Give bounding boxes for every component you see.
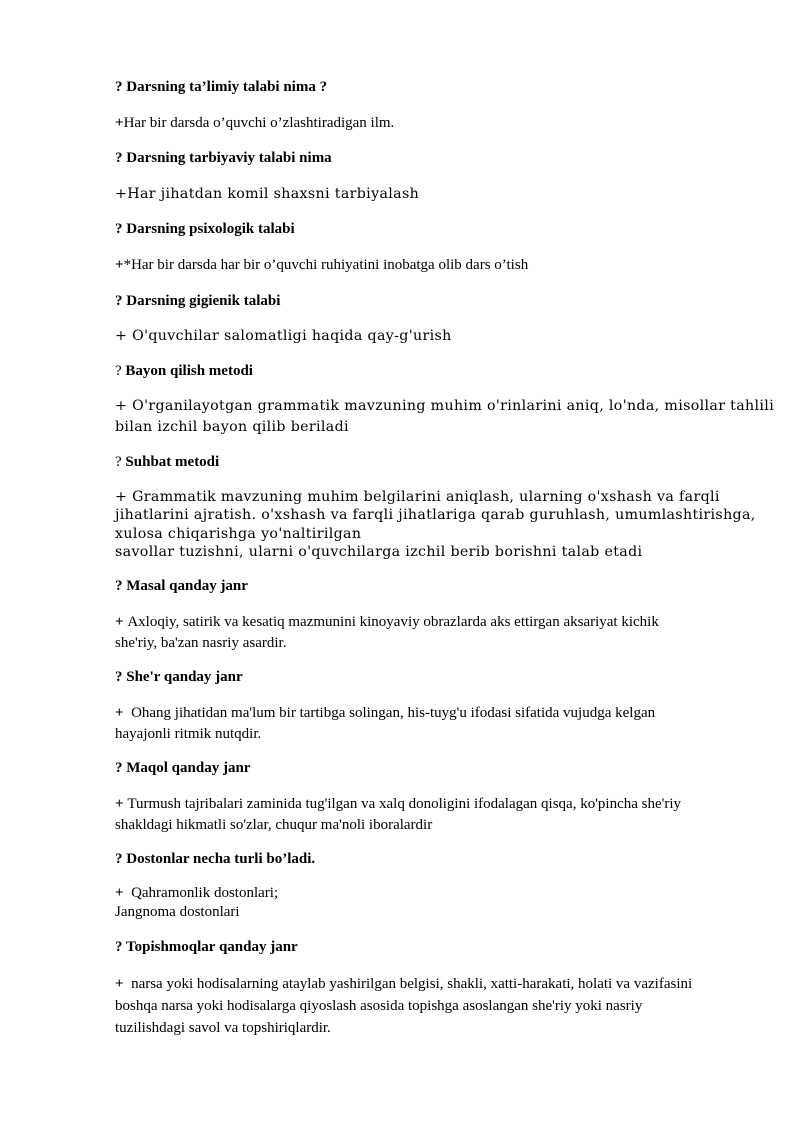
answer-line: shakldagi hikmatli so'zlar, chuqur ma'noli iboralardir (115, 817, 433, 833)
answer-2 (115, 255, 745, 276)
answer-line: Turmush tajribalari zaminida tug'ilgan va xalq donoligini ifodalagan qisqa, ko'pincha she'riy (127, 796, 682, 812)
answer-plus: + (115, 489, 133, 505)
question-7 (115, 668, 745, 686)
question-1 (115, 149, 745, 167)
answer-4 (115, 397, 775, 437)
answer-9 (115, 884, 745, 922)
question-mark: ? (115, 79, 127, 95)
answer-line: O'rganilayotgan grammatik mavzuning muhim o'rinlarini aniq, lo'nda, misollar tahlili (132, 398, 775, 414)
answer-line: Jangnoma dostonlari (115, 904, 240, 920)
question-5 (115, 453, 745, 471)
question-mark: ? (115, 669, 127, 685)
question-mark: ? (115, 150, 127, 166)
answer-line: Grammatik mavzuning muhim belgilarini aniqlash, ularning o'xshash va farqli (132, 489, 720, 505)
answer-line: Ohang jihatidan ma'lum bir tartibga solingan, his-tuyg'u ifodasi sifatida vujudga kelgan (131, 705, 656, 721)
question-0 (115, 78, 745, 96)
question-text: Darsning psixologik talabi (126, 221, 295, 237)
answer-1 (115, 185, 745, 204)
question-text: Darsning gigienik talabi (126, 293, 281, 309)
answer-5 (115, 488, 756, 561)
answer-plus: + (115, 257, 124, 273)
question-mark: ? (115, 363, 126, 379)
answer-plus: + (115, 885, 132, 901)
question-mark: ? (115, 851, 127, 867)
answer-line: Har jihatdan komil shaxsni tarbiyalash (127, 186, 420, 202)
question-text: Dostonlar necha turli bo’ladi. (126, 851, 316, 867)
answer-line: Har bir darsda o’quvchi o’zlashtiradigan ilm. (123, 115, 395, 131)
answer-plus: + (115, 186, 128, 202)
answer-line: narsa yoki hodisalarning ataylab yashirilgan belgisi, shakli, xatti-harakati, holati va vazifasini (131, 976, 693, 992)
question-mark: ? (115, 578, 127, 594)
answer-plus: + (115, 796, 128, 812)
question-3 (115, 292, 745, 310)
answer-line: Axloqiy, satirik va kesatiq mazmunini kinoyaviy obrazlarda aks ettirgan aksariyat kichik (127, 614, 659, 630)
answer-plus: + (115, 398, 133, 414)
answer-3 (115, 327, 745, 346)
answer-line: *Har bir darsda har bir o’quvchi ruhiyatini inobatga olib dars o’tish (123, 257, 529, 273)
answer-7 (115, 703, 745, 745)
question-8 (115, 759, 745, 777)
question-text: Bayon qilish metodi (125, 363, 253, 379)
answer-plus: + (115, 976, 132, 992)
answer-line: xulosa chiqarishga yo'naltirilgan (115, 525, 362, 542)
answer-10 (115, 973, 745, 1039)
answer-line: jihatlarini ajratish. o'xshash va farqli jihatlariga qarab guruhlash, umumlashtirishga, (115, 507, 756, 524)
question-mark: ? (115, 760, 127, 776)
question-text: Topishmoqlar qanday janr (125, 939, 298, 955)
question-text: Masal qanday janr (126, 578, 248, 594)
answer-line: tuzilishdagi savol va topshiriqlardir. (115, 1020, 331, 1036)
question-text: Suhbat metodi (125, 454, 220, 470)
answer-line: hayajonli ritmik nutqdir. (115, 726, 262, 742)
answer-plus: + (115, 115, 124, 131)
answer-plus: + (115, 705, 132, 721)
answer-6 (115, 612, 745, 654)
answer-line: boshqa narsa yoki hodisalarga qiyoslash asosida topishga asoslangan she'riy yoki nasriy (115, 998, 643, 1014)
answer-line: savollar tuzishni, ularni o'quvchilarga izchil berib borishni talab etadi (115, 543, 643, 560)
answer-0 (115, 113, 745, 134)
question-9 (115, 850, 745, 868)
answer-line: O'quvchilar salomatligi haqida qay-g'urish (132, 328, 452, 344)
question-6 (115, 577, 745, 595)
question-mark: ? (115, 454, 126, 470)
question-text: She'r qanday janr (126, 669, 243, 685)
question-mark: ? (115, 221, 127, 237)
question-text: Maqol qanday janr (126, 760, 251, 776)
question-4 (115, 362, 745, 380)
question-mark: ? (115, 293, 127, 309)
question-text: Darsning tarbiyaviy talabi nima (126, 150, 332, 166)
question-text: Darsning ta’limiy talabi nima ? (126, 79, 328, 95)
answer-plus: + (115, 614, 128, 630)
answer-line: bilan izchil bayon qilib beriladi (115, 419, 349, 435)
question-2 (115, 220, 745, 238)
answer-line: she'riy, ba'zan nasriy asardir. (115, 635, 287, 651)
question-10 (115, 938, 745, 956)
answer-line: Qahramonlik dostonlari; (131, 885, 279, 901)
answer-8 (115, 794, 745, 836)
answer-plus: + (115, 328, 133, 344)
question-mark: ? (115, 939, 126, 955)
